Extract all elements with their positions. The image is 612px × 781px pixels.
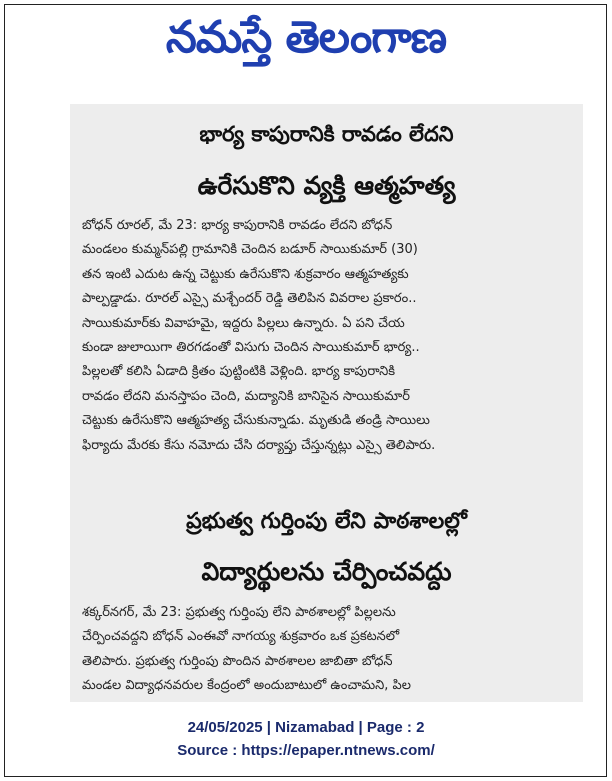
article1-line: పాల్పడ్డాడు. రూరల్ ఎస్సై మశ్చేందర్ రెడ్డి తెలిపిన వివరాల ప్రకారం.. (82, 291, 417, 307)
article1-line: ఫిర్యాదు మేరకు కేసు నమోదు చేసి దర్యాప్తు చేస్తున్నట్లు ఎస్సై తెలిపారు. (82, 437, 436, 453)
article2-line: శక్కర్‌నగర్, మే 23: ప్రభుత్వ గుర్తింపు లేని పాఠశాలల్లో పిల్లలను (82, 605, 396, 620)
newspaper-masthead: నమస్తే తెలంగాణ (165, 12, 447, 63)
article1-line: సాయికుమార్‌కు వివాహమై, ఇద్దరు పిల్లలు ఉన్నారు. ఏ పని చేయ (82, 315, 405, 331)
article2-line: చేర్పించవద్దని బోధన్ ఎంఈవో నాగయ్య శుక్రవారం ఒక ప్రకటనలో (82, 629, 400, 645)
article1-headline-line2: ఉరేసుకొని వ్యక్తి ఆత్మహత్య (197, 171, 456, 200)
news-clipping (70, 104, 583, 702)
article2-line: మండల విద్యాధనవరుల కేంద్రంలో అందుబాటులో ఉంచామని, పిల (82, 678, 411, 694)
article1-line: కుండా జులాయిగా తిరగడంతో విసుగు చెందిన సాయికుమార్ భార్య.. (82, 339, 420, 355)
footer-source: Source : https://epaper.ntnews.com/ (177, 742, 435, 759)
article2-body (82, 601, 574, 699)
footer-date-edition: 24/05/2025 | Nizamabad | Page : 2 (187, 719, 425, 736)
article2-line: తెలిపారు. ప్రభుత్వ గుర్తింపు పొందిన పాఠశాలల జాబితా బోధన్ (82, 653, 393, 669)
article1-body (82, 214, 574, 458)
article1-headline-line1: భార్య కాపురానికి రావడం లేదని (199, 122, 454, 146)
article2-headline-line2: విద్యార్థులను చేర్పించవద్దు (201, 557, 452, 586)
article1-line: బోధన్ రూరల్, మే 23: భార్య కాపురానికి రావడం లేదని బోధన్ (82, 218, 393, 233)
article1-line: మండలం కుమ్మన్‌పల్లి గ్రామానికి చెందిన బడూర్ సాయికుమార్ (30) (82, 242, 418, 258)
article1-line: రావడం లేదని మనస్తాపం చెంది, మద్యానికి బానిసైన సాయికుమార్ (82, 388, 410, 404)
article1-line: పిల్లలతో కలిసి ఏడాది క్రితం పుట్టింటికి వెళ్లింది. భార్య కాపురానికి (82, 364, 396, 380)
article1-line: చెట్టుకు ఉరేసుకొని ఆత్మహత్య చేసుకున్నాడు. మృతుడి తండ్రి సాయిలు (82, 413, 430, 429)
article2-headline-line1: ప్రభుత్వ గుర్తింపు లేని పాఠశాలల్లో (186, 509, 467, 534)
article1-line: తన ఇంటి ఎదుట ఉన్న చెట్టుకు ఉరేసుకొని శుక్రవారం ఆత్మహత్యకు (82, 266, 409, 282)
